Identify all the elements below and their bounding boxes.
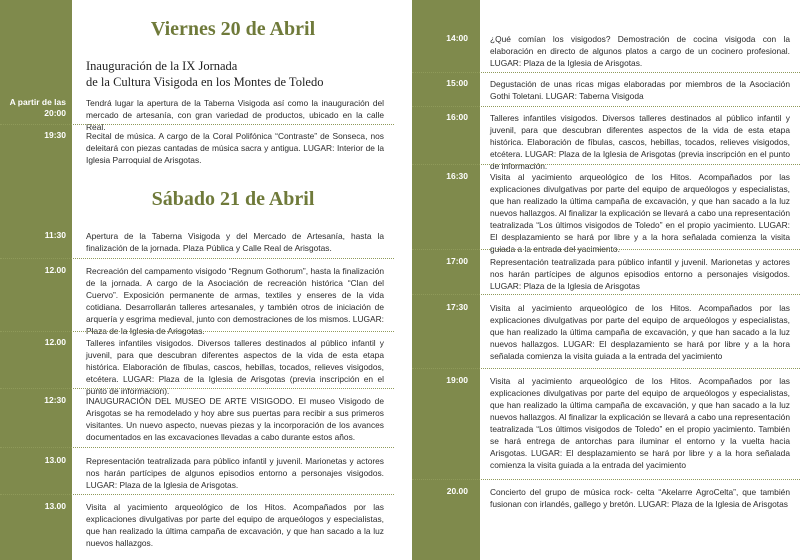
separator: [412, 164, 800, 165]
separator: [412, 368, 800, 369]
event-time: A partir de las 20:00: [9, 97, 66, 118]
event-description: Concierto del grupo de música rock- celta “Akelarre AgroCelta”, que también fusionan con irlandés, gallego y bretón. LUGAR: Plaza de la Iglesia de Arisgotas: [490, 487, 790, 509]
event-description: Tendrá lugar la apertura de la Taberna Visigoda así como la inauguración del mercado de artesanía, con gran variedad de productos, ubicado en la calle Real.: [86, 98, 384, 132]
separator: [0, 331, 394, 332]
event-time: 12.00: [44, 337, 66, 347]
separator: [412, 249, 800, 250]
event-time: 19:00: [446, 375, 468, 385]
intro-line-2: de la Cultura Visigoda en los Montes de Toledo: [86, 75, 324, 89]
event-time: 13.00: [44, 455, 66, 465]
intro-line-1: Inauguración de la IX Jornada: [86, 59, 238, 73]
separator: [0, 447, 394, 448]
event-description: ¿Qué comían los visigodos? Demostración de cocina visigoda con la elaboración en directo de algunos platos a cargo de un cocinero profesional. LUGAR: Plaza de la Iglesia de Arisgotas.: [490, 34, 790, 68]
saturday-title: Sábado 21 de Abril: [151, 188, 315, 210]
separator: [412, 479, 800, 480]
event-time: 16:00: [446, 112, 468, 122]
separator: [412, 72, 800, 73]
left-time-column: [0, 0, 72, 560]
event-time: 16:30: [446, 171, 468, 181]
event-description: Representación teatralizada para público infantil y juvenil. Marionetas y actores nos harán partícipes de algunos episodios entorno a personajes visigodos. LUGAR: Plaza de la Iglesia de Arisgotas.: [86, 456, 384, 490]
event-time: 15:00: [446, 78, 468, 88]
friday-title: Viernes 20 de Abril: [150, 18, 316, 40]
separator: [412, 106, 800, 107]
page-gutter: [394, 0, 412, 560]
event-time: 12:30: [44, 395, 66, 405]
event-description: Recital de música. A cargo de la Coral Polifónica “Contraste” de Sonseca, nos deleitará con piezas cantadas de música sacra y antigua. LUGAR: Interior de la Iglesia Parroquial de Arisgotas.: [86, 131, 384, 165]
event-time: 19:30: [44, 130, 66, 140]
event-description: Visita al yacimiento arqueológico de los Hitos. Acompañados por las explicaciones divulgativas por parte del equipo de arqueólogos y especialistas, que han realizado la última campaña de excavación, y que han sacado a la luz nuevos hallazgos.: [86, 502, 384, 548]
event-description: Degustación de unas ricas migas elaboradas por miembros de la Asociación Gothi Toletani. LUGAR: Taberna Visigoda: [490, 79, 790, 101]
event-time: 12.00: [44, 265, 66, 275]
event-description: Visita al yacimiento arqueológico de los Hitos. Acompañados por las explicaciones divulgativas por parte del equipo de arqueólogos y especialistas, que han realizado la última campaña de excavación, y que han sacado a la luz nuevos hallazgos. LUGAR: El desplazamiento se hará por libre y a la hora señalada comienza la visita guiada a la entrada del yacimiento: [490, 303, 790, 361]
event-description: Talleres infantiles visigodos. Diversos talleres destinados al público infantil y juvenil, para que descubran diferentes aspectos de la vida de esta etapa histórica. Elaboración de fíbulas, cascos, hebillas, tocados, relieves visigodos, etcétera. LUGAR: Plaza de la Iglesia de Arisgotas (previa inscripción en el punto de información.: [490, 113, 790, 171]
separator: [0, 494, 394, 495]
event-time: 17:30: [446, 302, 468, 312]
event-description: Recreación del campamento visigodo “Regnum Gothorum”, hasta la finalización de la jornada. A cargo de la Asociación de recreación histórica “Clan del Cuervo”. Exposición permanente de armas, textiles y enseres de la vida cotidiana. Desarrollarán talleres artesanales, y también otros de iniciación de arquería y esgrima medieval, junto con demostraciones de los mismos. LUGAR: Plaza de la Iglesia de Arisgotas.: [86, 266, 384, 336]
separator: [412, 294, 800, 295]
event-description: Visita al yacimiento arqueológico de los Hitos. Acompañados por las explicaciones divulgativas por parte del equipo de arqueólogos y especialistas, que han realizado la última campaña de excavación, y que han sacado a la luz nuevos hallazgos. Al finalizar la explicación se llevará a cabo una representación teatralizada “Los últimos visigodos de Toledo” en el propio yacimiento. También se hará entrega de antorchas para iluminar el entorno y la vuelta hacia Arisgotas. LUGAR: El desplazamiento se hará por libre y a la hora señalada comienza la visita guiada a la entrada del yacimiento: [490, 376, 790, 470]
event-time: 11:30: [44, 230, 66, 240]
event-time: 17:00: [446, 256, 468, 266]
event-time: 13.00: [44, 501, 66, 511]
event-description: Apertura de la Taberna Visigoda y del Mercado de Artesanía, hasta la finalización de la jornada. Plaza Pública y Calle Real de Arisgotas.: [86, 231, 384, 253]
event-time: 14:00: [446, 33, 468, 43]
event-description: Talleres infantiles visigodos. Diversos talleres destinados al público infantil y juvenil, para que descubran diferentes aspectos de la vida de esta etapa histórica. Elaboración de fíbulas, cascos, hebillas, tocados, relieves visigodos, etcétera. LUGAR: Plaza de la Iglesia de Arisgotas (previa inscripción en el punto de información).: [86, 338, 384, 396]
event-time: 20.00: [446, 486, 468, 496]
event-description: Representación teatralizada para público infantil y juvenil. Marionetas y actores nos harán partícipes de algunos episodios entorno a personajes visigodos. LUGAR: Plaza de la Iglesia de Arisgotas: [490, 257, 790, 291]
separator: [0, 124, 394, 125]
event-description: Visita al yacimiento arqueológico de los Hitos. Acompañados por las explicaciones divulgativas por parte del equipo de arqueólogos y especialistas, que han realizado la última campaña de excavación, y que han sacado a la luz nuevos hallazgos. Al finalizar la explicación se llevará a cabo una representación teatralizada “Los últimos visigodos de Toledo” en el propio yacimiento. LUGAR: El desplazamiento se hará por libre y a la hora señalada comienza la visita guiada a la entrada del yacimiento.: [490, 172, 790, 254]
event-description: INAUGURACIÓN DEL MUSEO DE ARTE VISIGODO. El museo Visigodo de Arisgotas se ha remodelado y hoy abre sus puertas para recibir a sus primeros visitantes. Un nuevo aspecto, nuevas piezas y la incorporación de los avances documentados en las excavaciones llevadas a cabo durante estos años.: [86, 396, 384, 442]
separator: [0, 388, 394, 389]
separator: [0, 258, 394, 259]
